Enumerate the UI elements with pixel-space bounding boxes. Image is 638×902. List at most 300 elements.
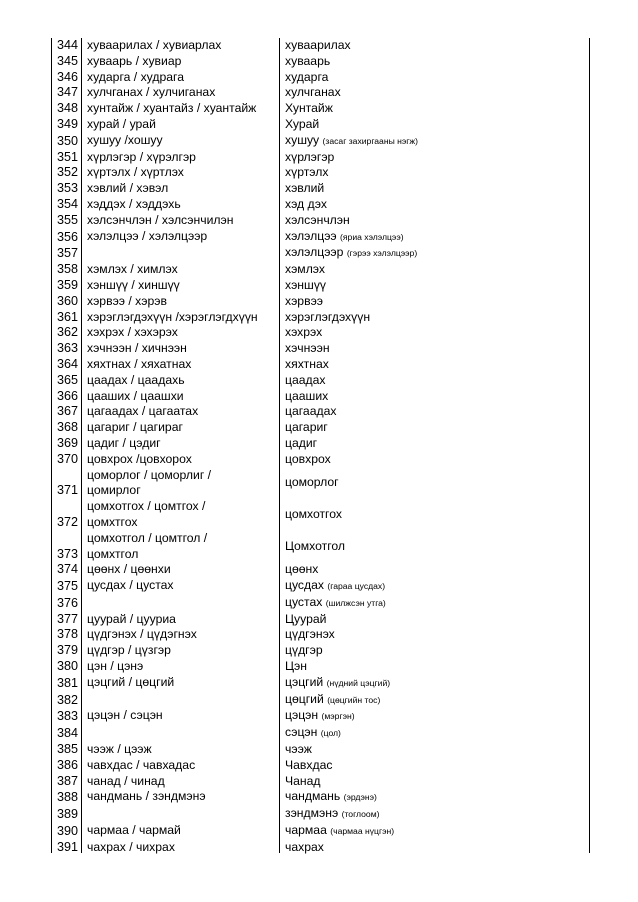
variant-forms <box>81 197 280 213</box>
variant-forms <box>81 70 280 86</box>
correct-form <box>280 436 590 452</box>
variant-text: хүрлэгэр / хүрэлгэр <box>87 149 196 164</box>
table-row <box>52 133 590 150</box>
variant-text: цэцгий / цөцгий <box>87 674 175 689</box>
variant-text: цаадах / цаадахь <box>87 372 185 387</box>
variant-forms <box>81 774 280 790</box>
usage-note: (гараа цусдах) <box>327 581 386 592</box>
variant-text: хушуу /хошуу <box>87 132 163 147</box>
table-row <box>52 245 590 262</box>
correct-word: хэмлэх <box>285 262 325 277</box>
variant-forms <box>81 612 280 628</box>
variant-forms <box>81 562 280 578</box>
variant-forms <box>81 181 280 197</box>
variant-forms <box>81 806 280 823</box>
table-row <box>52 38 590 54</box>
correct-form <box>280 420 590 436</box>
variant-forms <box>81 357 280 373</box>
variant-text: чандмань / зэндмэнэ <box>87 789 206 804</box>
table-row <box>52 420 590 436</box>
table-row <box>52 774 590 790</box>
variant-forms <box>81 725 280 742</box>
variant-forms <box>81 595 280 612</box>
variant-forms <box>81 213 280 229</box>
table-row <box>52 627 590 643</box>
table-row <box>52 643 590 659</box>
variant-text: цовхрох /цовхорох <box>87 451 192 466</box>
correct-form <box>280 278 590 294</box>
correct-form <box>280 578 590 595</box>
row-number: 384 <box>56 726 78 741</box>
table-row <box>52 725 590 742</box>
row-number: 354 <box>56 196 78 211</box>
variant-forms <box>81 823 280 840</box>
row-number: 350 <box>56 133 78 148</box>
table-row <box>52 294 590 310</box>
variant-text <box>87 595 280 611</box>
correct-word: хэрвээ <box>285 293 324 308</box>
correct-form <box>280 452 590 468</box>
row-number: 390 <box>56 824 78 839</box>
correct-word: хэлэлцээ <box>285 228 341 243</box>
correct-word: Чавхдас <box>285 757 333 772</box>
correct-form <box>280 774 590 790</box>
variant-forms <box>81 294 280 310</box>
correct-word: хэчнээн <box>285 341 330 356</box>
row-number: 364 <box>56 356 78 371</box>
variant-forms <box>81 133 280 150</box>
row-number: 380 <box>56 659 78 674</box>
row-number: 352 <box>56 165 78 180</box>
correct-word: хяхтнах <box>285 356 329 371</box>
row-number: 389 <box>56 807 78 822</box>
row-number: 367 <box>56 404 78 419</box>
variant-forms <box>81 278 280 294</box>
correct-word: хулчганах <box>285 85 341 100</box>
variant-forms <box>81 789 280 806</box>
variant-text: цуурай / цууриа <box>87 611 176 626</box>
table-row <box>52 213 590 229</box>
correct-word: Цомхотгол <box>285 538 346 553</box>
correct-form <box>280 373 590 389</box>
variant-text: чахрах / чихрах <box>87 839 175 854</box>
table-row <box>52 758 590 774</box>
table-row <box>52 659 590 675</box>
variant-text <box>87 692 280 708</box>
correct-word: Цуурай <box>285 611 327 626</box>
correct-form <box>280 643 590 659</box>
row-number: 391 <box>56 839 78 854</box>
variant-forms <box>81 38 280 54</box>
variant-forms <box>81 54 280 70</box>
correct-word: хударга <box>285 69 329 84</box>
correct-form <box>280 85 590 101</box>
word-table <box>52 38 590 856</box>
table-row <box>52 165 590 181</box>
correct-form <box>280 213 590 229</box>
row-number: 381 <box>56 675 78 690</box>
usage-note: (тоглоом) <box>341 809 380 820</box>
variant-forms <box>81 245 280 262</box>
correct-word: хэвлий <box>285 181 325 196</box>
usage-note: (нүдний цэцгий) <box>326 677 391 688</box>
correct-form <box>280 70 590 86</box>
variant-forms <box>81 404 280 420</box>
variant-text: хуваарь / хувиар <box>87 53 182 68</box>
row-number: 374 <box>56 562 78 577</box>
table-row <box>52 578 590 595</box>
row-number: 369 <box>56 435 78 450</box>
correct-word: чээж <box>285 742 312 757</box>
row-number: 386 <box>56 757 78 772</box>
usage-note: (засаг захиргааны нэгж) <box>322 135 419 146</box>
correct-word: Хунтайж <box>285 101 333 116</box>
correct-form <box>280 341 590 357</box>
row-number: 346 <box>56 69 78 84</box>
variant-text: цоморлог / цоморлиг / <box>87 467 212 482</box>
variant-text: хэчнээн / хичнээн <box>87 341 187 356</box>
row-number: 355 <box>56 212 78 227</box>
table-row <box>52 70 590 86</box>
correct-form <box>280 294 590 310</box>
correct-word: хүртэлх <box>285 165 329 180</box>
correct-word: цагариг <box>285 420 328 435</box>
table-row <box>52 150 590 166</box>
correct-form <box>280 117 590 133</box>
correct-word: хуваарилах <box>285 38 351 52</box>
correct-form <box>280 789 590 806</box>
variant-text: цэцэн / сэцэн <box>87 708 163 723</box>
row-number: 373 <box>56 546 78 561</box>
variant-forms <box>81 659 280 675</box>
row-number: 353 <box>56 181 78 196</box>
variant-text: цадиг / цэдиг <box>87 435 161 450</box>
variant-forms <box>81 229 280 246</box>
table-row <box>52 404 590 420</box>
variant-text: хэддэх / хэддэхь <box>87 196 181 211</box>
table-row <box>52 436 590 452</box>
row-number: 379 <box>56 643 78 658</box>
variant-forms <box>81 117 280 133</box>
variant-text: цомхотгол / цомтгол / <box>87 530 208 545</box>
correct-form <box>280 499 590 531</box>
correct-form <box>280 133 590 150</box>
variant-text: хүртэлх / хүртлэх <box>87 165 184 180</box>
correct-form <box>280 659 590 675</box>
correct-form <box>280 692 590 709</box>
variant-text <box>87 806 280 822</box>
table-row <box>52 562 590 578</box>
table-row <box>52 612 590 628</box>
row-number: 383 <box>56 709 78 724</box>
correct-form <box>280 181 590 197</box>
row-number: 370 <box>56 451 78 466</box>
correct-word: хушуу <box>285 132 323 147</box>
correct-form <box>280 404 590 420</box>
correct-word: цаадах <box>285 372 326 387</box>
correct-form <box>280 595 590 612</box>
variant-text: хэрэглэгдэхүүн /хэрэглэгдхүүн <box>87 309 258 324</box>
correct-word: цэцгий <box>285 674 327 689</box>
row-number: 365 <box>56 372 78 387</box>
table-row <box>52 278 590 294</box>
row-number: 360 <box>56 293 78 308</box>
variant-text: хэмлэх / химлэх <box>87 262 178 277</box>
variant-forms <box>81 85 280 101</box>
correct-form <box>280 245 590 262</box>
correct-form <box>280 725 590 742</box>
row-number: 345 <box>56 53 78 68</box>
row-number: 377 <box>56 611 78 626</box>
usage-note: (яриа хэлэлцээ) <box>340 231 404 242</box>
correct-form <box>280 262 590 278</box>
variant-text: хэлэлцээ / хэлэлцээр <box>87 228 208 243</box>
correct-form <box>280 708 590 725</box>
variant-forms <box>81 341 280 357</box>
row-number: 349 <box>56 116 78 131</box>
variant-text: цөөнх / цөөнхи <box>87 562 171 577</box>
correct-form <box>280 675 590 692</box>
usage-note: (чармаа нүцгэн) <box>330 826 395 837</box>
variant-text: цааших / цаашхи <box>87 388 184 403</box>
variant-forms <box>81 420 280 436</box>
correct-word: хэхрэх <box>285 325 323 340</box>
row-number: 372 <box>56 514 78 529</box>
correct-word: чармаа <box>285 823 331 838</box>
row-number: 348 <box>56 101 78 116</box>
variant-text: чармаа / чармай <box>87 823 181 838</box>
correct-form <box>280 165 590 181</box>
variant-text: чээж / цээж <box>87 742 152 757</box>
variant-text: хэлсэнчлэн / хэлсэнчилэн <box>87 212 234 227</box>
correct-form <box>280 54 590 70</box>
variant-text: хэхрэх / хэхэрэх <box>87 325 178 340</box>
correct-form <box>280 840 590 856</box>
correct-word: Цэн <box>285 659 307 674</box>
table-row <box>52 341 590 357</box>
correct-word: хуваарь <box>285 53 331 68</box>
correct-word: цадиг <box>285 435 318 450</box>
usage-note: (гэрээ хэлэлцээр) <box>346 248 418 259</box>
row-number: 357 <box>56 246 78 261</box>
correct-word: хэлэлцээр <box>285 245 347 260</box>
row-number: 361 <box>56 309 78 324</box>
correct-word: цустах <box>285 594 326 609</box>
variant-text: цүдгэнэх / цүдэгнэх <box>87 627 197 642</box>
row-number: 368 <box>56 420 78 435</box>
correct-word: цөцгий <box>285 691 328 706</box>
variant-forms <box>81 389 280 405</box>
variant-forms <box>81 499 280 531</box>
correct-word: Чанад <box>285 773 321 788</box>
correct-form <box>280 612 590 628</box>
correct-word: чахрах <box>285 839 324 854</box>
variant-text: чавхдас / чавхадас <box>87 757 196 772</box>
row-number: 387 <box>56 773 78 788</box>
correct-word: цэцэн <box>285 708 322 723</box>
variant-text: цагаадах / цагаатах <box>87 404 199 419</box>
row-number: 344 <box>56 38 78 52</box>
table-row <box>52 840 590 856</box>
table-row <box>52 675 590 692</box>
correct-form <box>280 806 590 823</box>
variant-forms <box>81 373 280 389</box>
correct-form <box>280 742 590 758</box>
correct-word: хэлсэнчлэн <box>285 212 350 227</box>
correct-word: зэндмэнэ <box>285 806 342 821</box>
row-number: 366 <box>56 388 78 403</box>
correct-word: хэд дэх <box>285 196 327 211</box>
variant-text: цүдгэр / цүзгэр <box>87 643 171 658</box>
variant-forms <box>81 310 280 326</box>
variant-forms <box>81 452 280 468</box>
variant-text: цомирлог <box>87 483 141 498</box>
variant-text: цомхтгол <box>87 546 139 561</box>
row-number: 385 <box>56 742 78 757</box>
row-number: 347 <box>56 85 78 100</box>
table-row <box>52 262 590 278</box>
table-row <box>52 823 590 840</box>
row-number: 363 <box>56 341 78 356</box>
usage-note: (цол) <box>320 728 341 739</box>
table-row <box>52 373 590 389</box>
usage-note: (шилжсэн утга) <box>325 597 386 608</box>
correct-form <box>280 150 590 166</box>
row-number: 356 <box>56 229 78 244</box>
table-row <box>52 692 590 709</box>
correct-word: Хурай <box>285 116 320 131</box>
table-row <box>52 101 590 117</box>
variant-forms <box>81 643 280 659</box>
table-row <box>52 708 590 725</box>
correct-form <box>280 357 590 373</box>
correct-word: сэцэн <box>285 725 321 740</box>
row-number: 382 <box>56 692 78 707</box>
table-row <box>52 499 590 531</box>
variant-forms <box>81 101 280 117</box>
variant-text: хуваарилах / хувиарлах <box>87 38 222 52</box>
correct-form <box>280 562 590 578</box>
variant-forms <box>81 150 280 166</box>
variant-forms <box>81 758 280 774</box>
variant-text: цомхтгох <box>87 514 138 529</box>
variant-text: хэвлий / хэвэл <box>87 181 169 196</box>
variant-text: хунтайж / хуантайз / хуантайж <box>87 101 257 116</box>
table-row <box>52 229 590 246</box>
usage-note: (эрдэнэ) <box>343 792 377 803</box>
table-row <box>52 197 590 213</box>
correct-form <box>280 468 590 500</box>
variant-forms <box>81 742 280 758</box>
variant-text <box>87 245 280 261</box>
table-row <box>52 389 590 405</box>
variant-forms <box>81 840 280 856</box>
variant-text: цагариг / цагираг <box>87 420 183 435</box>
correct-word: хүрлэгэр <box>285 149 335 164</box>
correct-word: цааших <box>285 388 329 403</box>
variant-forms <box>81 325 280 341</box>
correct-word: цөөнх <box>285 562 319 577</box>
correct-word: хэрэглэгдэхүүн <box>285 309 371 324</box>
correct-form <box>280 325 590 341</box>
correct-form <box>280 823 590 840</box>
variant-forms <box>81 708 280 725</box>
variant-text: чанад / чинад <box>87 773 165 788</box>
table-row <box>52 310 590 326</box>
correct-word: цоморлог <box>285 475 339 490</box>
variant-forms <box>81 627 280 643</box>
variant-forms <box>81 165 280 181</box>
correct-form <box>280 758 590 774</box>
variant-text: цусдах / цустах <box>87 578 174 593</box>
row-number: 371 <box>56 483 78 498</box>
variant-forms <box>81 436 280 452</box>
correct-form <box>280 38 590 54</box>
table-row <box>52 85 590 101</box>
variant-text: хяхтнах / хяхатнах <box>87 356 192 371</box>
correct-word: цусдах <box>285 578 328 593</box>
row-number: 362 <box>56 325 78 340</box>
variant-text: хулчганах / хулчиганах <box>87 85 216 100</box>
correct-word: цовхрох <box>285 451 331 466</box>
correct-form <box>280 389 590 405</box>
correct-form <box>280 197 590 213</box>
variant-text: хурай / урай <box>87 116 156 131</box>
variant-forms <box>81 262 280 278</box>
row-number: 388 <box>56 790 78 805</box>
correct-word: цагаадах <box>285 404 337 419</box>
table-row <box>52 806 590 823</box>
row-number: 359 <box>56 277 78 292</box>
variant-text: хэрвээ / хэрэв <box>87 293 167 308</box>
correct-form <box>280 229 590 246</box>
table-row <box>52 452 590 468</box>
row-number: 351 <box>56 149 78 164</box>
correct-word: цүдгэнэх <box>285 627 335 642</box>
correct-form <box>280 101 590 117</box>
row-number: 378 <box>56 627 78 642</box>
row-number: 376 <box>56 595 78 610</box>
table-row <box>52 117 590 133</box>
variant-text: цэн / цэнэ <box>87 659 144 674</box>
table-row <box>52 742 590 758</box>
variant-forms <box>81 692 280 709</box>
correct-form <box>280 531 590 563</box>
correct-form <box>280 310 590 326</box>
table-row <box>52 531 590 563</box>
usage-note: (цөцгийн тос) <box>327 694 381 705</box>
variant-text: цомхотгох / цомтгох / <box>87 499 206 514</box>
variant-forms <box>81 531 280 563</box>
table-row <box>52 357 590 373</box>
correct-word: цомхотгох <box>285 507 342 521</box>
variant-forms <box>81 468 280 500</box>
table-row <box>52 181 590 197</box>
table-row <box>52 468 590 500</box>
variant-text: хударга / худрага <box>87 69 184 84</box>
usage-note: (мэргэн) <box>321 711 355 722</box>
table-row <box>52 325 590 341</box>
variant-forms <box>81 675 280 692</box>
correct-word: чандмань <box>285 789 344 804</box>
correct-word: цүдгэр <box>285 643 323 658</box>
correct-form <box>280 627 590 643</box>
variant-text: хэншүү / хиншүү <box>87 277 180 292</box>
variant-text <box>87 725 280 741</box>
table-row <box>52 54 590 70</box>
variant-forms <box>81 578 280 595</box>
correct-word: хэншүү <box>285 277 327 292</box>
